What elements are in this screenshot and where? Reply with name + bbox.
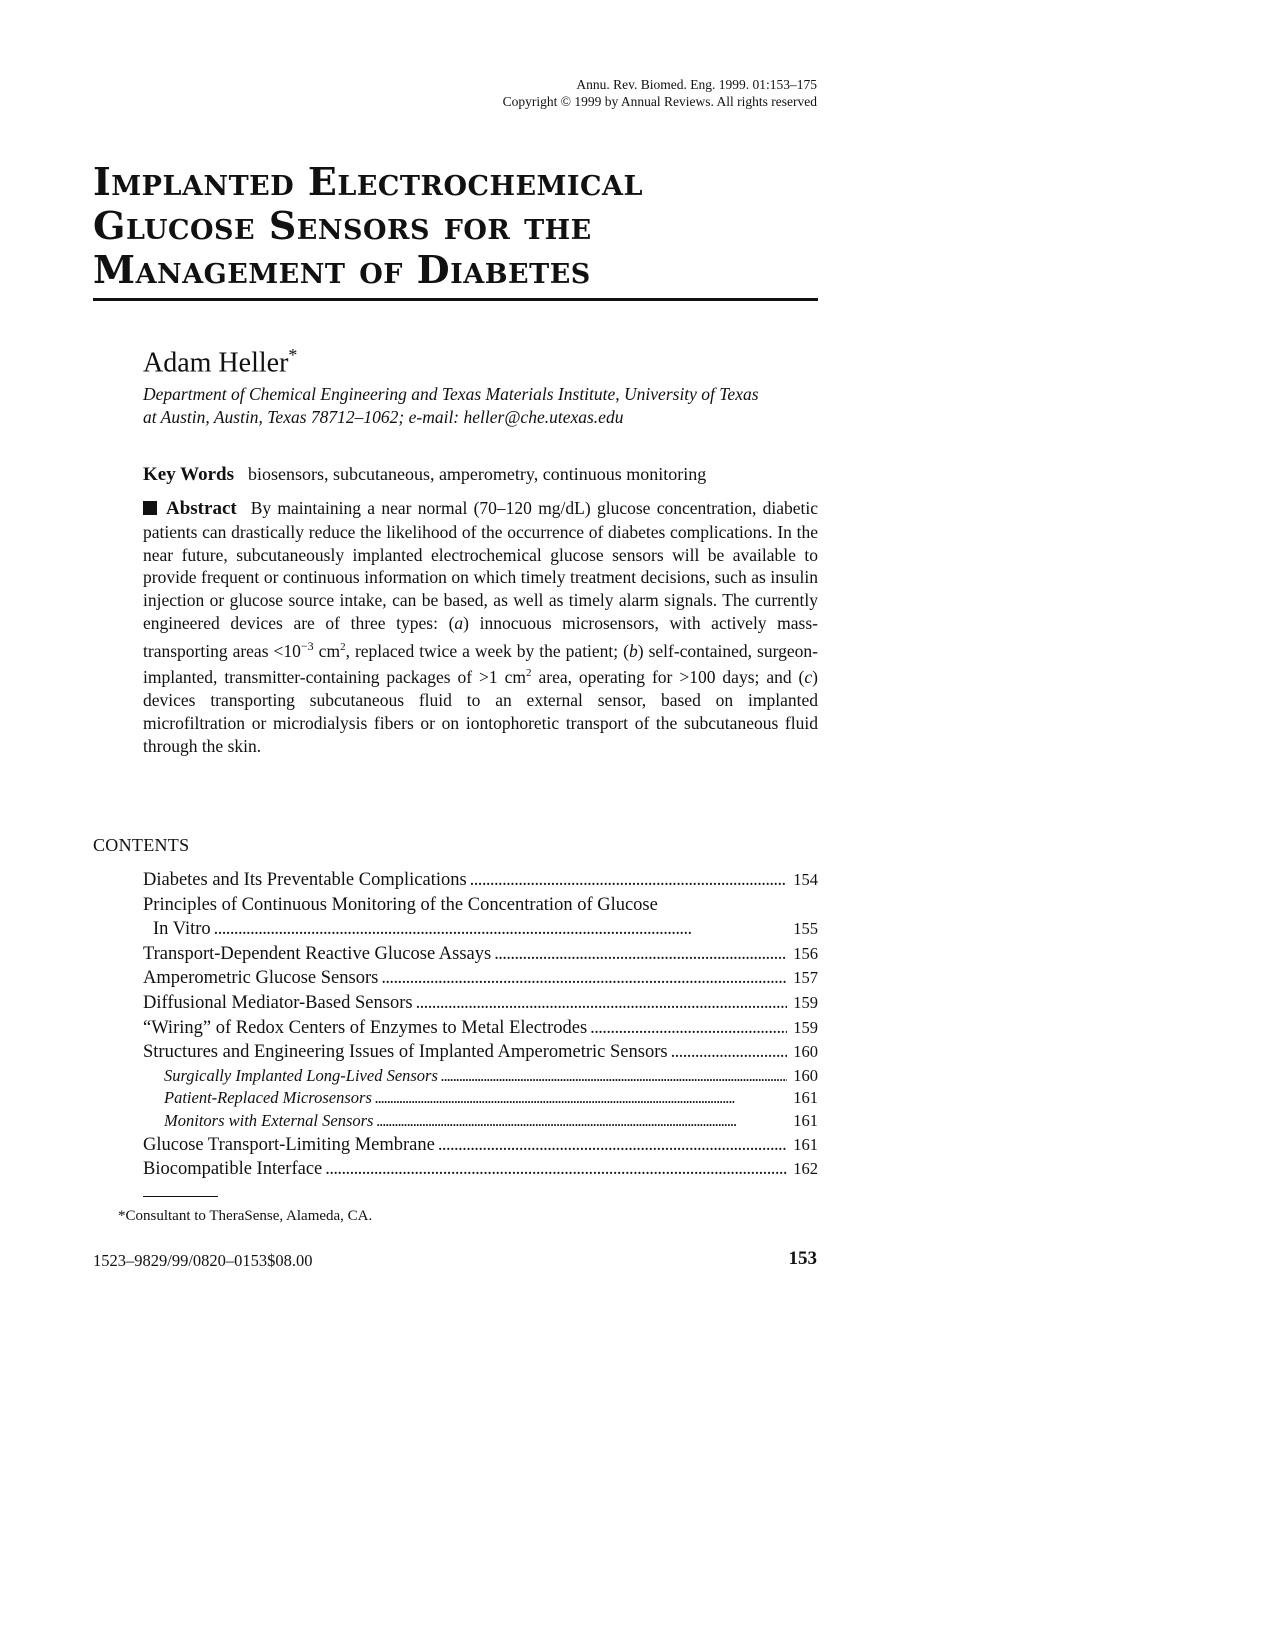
toc-entry-page: 162: [793, 1159, 818, 1179]
toc-subentry-title: Surgically Implanted Long-Lived Sensors: [164, 1065, 438, 1085]
abstract: [143, 497, 818, 757]
toc-leader-dots: [441, 1065, 787, 1088]
affiliation-line-2: at Austin, Austin, Texas 78712–1062; e-mail: heller@che.utexas.edu: [143, 407, 624, 428]
abstract-text-1: By maintaining a near normal (70–120 mg/dL) glucose concentration, diabetic patients can drastically reduce the likelihood of the occurrence of diabetes complications. In the near future, subcutaneously implanted electrochemical glucose sensors will be available to provide frequent or continuous information on which timely treatment decisions, such as insulin injection or glucose source intake, can be based, as well as timely alarm signals. The currently engineered devices are of three types: (: [143, 498, 818, 633]
abstract-label: Abstract: [166, 498, 237, 519]
running-head: [297, 76, 817, 110]
contents-heading: CONTENTS: [93, 835, 190, 855]
abstract-exponent: −3: [300, 638, 314, 653]
toc-entry-page: 159: [793, 992, 818, 1012]
author-name: [143, 338, 823, 380]
author-block: [143, 338, 823, 429]
abstract-squared-1: 2: [340, 640, 346, 653]
article-title: [93, 160, 818, 301]
abstract-text-3: cm: [313, 640, 341, 661]
toc-entry[interactable]: [143, 942, 818, 967]
journal-citation: Annu. Rev. Biomed. Eng. 1999. 01:153–175: [576, 77, 817, 92]
toc-entry-title: Diffusional Mediator-Based Sensors: [143, 992, 413, 1013]
toc-entry[interactable]: [143, 1016, 818, 1041]
toc-entry-title: Transport-Dependent Reactive Glucose Assays: [143, 943, 492, 964]
toc-entry-title: Diabetes and Its Preventable Complications: [143, 870, 467, 890]
toc-entry[interactable]: [143, 966, 818, 991]
affiliation-line-1: Department of Chemical Engineering and Texas Materials Institute, University of Texas: [143, 384, 759, 405]
abstract-text-6: area, operating for >100 days; and (: [531, 667, 805, 688]
author-affiliation: [143, 383, 823, 429]
abstract-text-5: ) self-contained, surgeon-implanted, transmitter-containing packages of >1 cm: [143, 640, 818, 688]
abstract-item-c: c: [804, 667, 813, 688]
toc-subentry-page: 161: [793, 1110, 818, 1130]
toc-leader-dots: [671, 1040, 788, 1065]
toc-entry-page: 159: [793, 1017, 818, 1037]
toc-leader-dots: [494, 942, 787, 967]
abstract-squared-2: 2: [526, 667, 532, 680]
footnote-rule: [143, 1196, 218, 1197]
table-of-contents: [143, 868, 818, 1182]
toc-leader-dots: [214, 917, 788, 942]
abstract-text-7: ) devices transporting subcutaneous fluid to an external sensor, based on implanted microfiltration or microdialysis fibers or on iontophoretic transport of the subcutaneous fluid through the skin.: [143, 667, 818, 756]
keywords-text: biosensors, subcutaneous, amperometry, continuous monitoring: [247, 464, 707, 484]
toc-subentry-page: 160: [793, 1065, 818, 1085]
toc-entry-title: Structures and Engineering Issues of Implanted Amperometric Sensors: [143, 1042, 668, 1063]
toc-subentry[interactable]: [143, 1065, 818, 1088]
toc-entry[interactable]: [143, 868, 818, 893]
toc-entry-title: Principles of Continuous Monitoring of the Concentration of Glucose: [143, 894, 658, 915]
toc-leader-dots: [590, 1016, 787, 1041]
toc-leader-dots: [325, 1157, 787, 1182]
abstract-text-2: ) innocuous microsensors, with actively mass-transporting areas <10: [143, 612, 818, 661]
toc-leader-dots: [375, 1087, 787, 1110]
toc-subentry[interactable]: [143, 1087, 818, 1110]
toc-leader-dots: [438, 1133, 787, 1158]
title-line-1: Implanted Electrochemical: [93, 159, 643, 204]
abstract-text-4: , replaced twice a week by the patient; (: [345, 640, 629, 661]
abstract-item-a: a: [454, 612, 464, 633]
author-name-text: Adam Heller: [143, 347, 289, 379]
page-number: 153: [788, 1248, 817, 1269]
keywords-label: Key Words: [143, 464, 234, 485]
toc-entry-title: “Wiring” of Redox Centers of Enzymes to Metal Electrodes: [143, 1017, 588, 1038]
toc-entry[interactable]: [143, 991, 818, 1016]
toc-subentry-title: Monitors with External Sensors: [164, 1110, 374, 1130]
toc-subentry-title: Patient-Replaced Microsensors: [164, 1088, 372, 1108]
toc-entry-page: 155: [793, 919, 818, 939]
toc-entry[interactable]: [143, 1157, 818, 1182]
toc-leader-dots: [381, 966, 787, 991]
abstract-square-icon: [143, 501, 157, 515]
toc-leader-dots: [416, 991, 788, 1016]
toc-leader-dots: [376, 1110, 787, 1133]
author-footnote-marker: *: [288, 345, 298, 365]
toc-leader-dots: [470, 868, 788, 893]
article-code: 1523–9829/99/0820–0153$08.00: [93, 1251, 313, 1270]
toc-entry-continued[interactable]: [143, 917, 818, 942]
toc-entry-title-continued: In Vitro: [153, 919, 211, 940]
toc-entry-page: 157: [793, 968, 818, 988]
title-line-3: Management of Diabetes: [93, 247, 591, 292]
toc-subentry[interactable]: [143, 1110, 818, 1133]
toc-entry-page: 154: [793, 870, 818, 889]
toc-entry-title: Glucose Transport-Limiting Membrane: [143, 1134, 435, 1155]
toc-entry-page: 161: [793, 1134, 818, 1154]
toc-entry-page: 160: [793, 1042, 818, 1062]
toc-entry-page: 156: [793, 943, 818, 963]
toc-subentry-page: 161: [793, 1088, 818, 1108]
toc-entry-title: Amperometric Glucose Sensors: [143, 968, 379, 989]
footnote: *Consultant to TheraSense, Alameda, CA.: [118, 1208, 373, 1224]
toc-entry[interactable]: [143, 1133, 818, 1158]
toc-entry[interactable]: [143, 893, 818, 918]
abstract-item-b: b: [628, 640, 638, 661]
toc-entry[interactable]: [143, 1040, 818, 1065]
title-rule: [93, 298, 818, 301]
keywords: [143, 462, 823, 487]
copyright-notice: Copyright © 1999 by Annual Reviews. All rights reserved: [502, 94, 817, 109]
toc-entry-title: Biocompatible Interface: [143, 1159, 323, 1180]
title-line-2: Glucose Sensors for the: [93, 203, 592, 248]
